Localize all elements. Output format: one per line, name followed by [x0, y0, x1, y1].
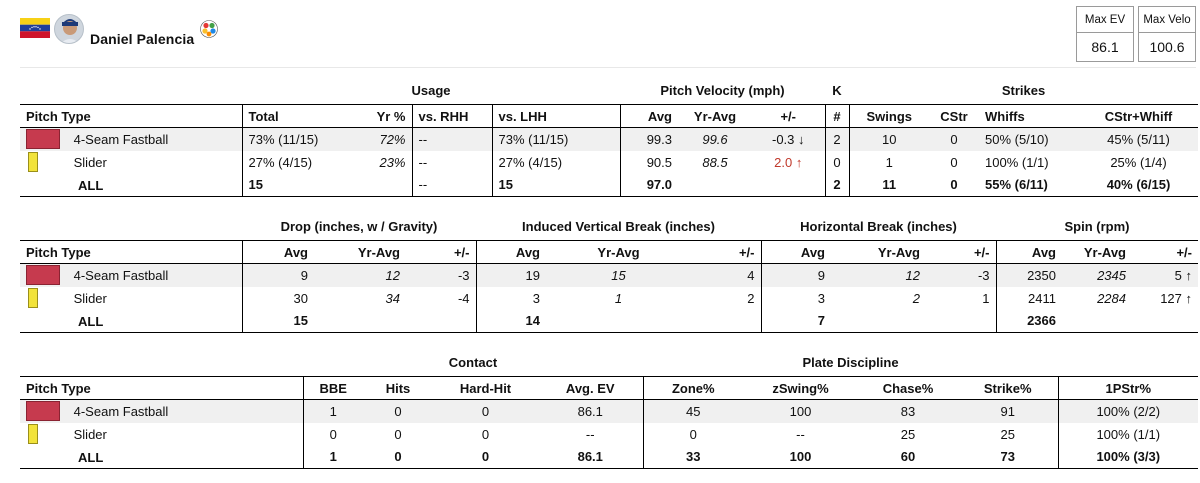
table-row	[20, 423, 1198, 446]
cell-zone-pct: 0	[643, 423, 743, 446]
group-usage: Usage	[411, 83, 451, 98]
cell-hb-avg: 3	[761, 287, 831, 310]
col-whiffs: Whiffs	[979, 105, 1079, 128]
cell-hits: 0	[394, 426, 402, 442]
cell-vs-lhh: 15	[492, 174, 620, 197]
cell-zone-pct: 45	[643, 400, 743, 423]
col-drop-avg: Avg	[242, 241, 314, 264]
cell-cstr: 0	[950, 154, 958, 170]
cell-k-count: 2	[825, 128, 849, 151]
cell-yr-pct: 72%	[340, 128, 412, 151]
cell-vs-rhh: --	[412, 128, 492, 151]
col-total: Total	[242, 105, 340, 128]
group-plate-discipline: Plate Discipline	[802, 355, 899, 370]
col-spin-yr-avg: Yr-Avg	[1062, 241, 1132, 264]
cell-zone-pct: 33	[643, 446, 743, 469]
cell-hb-diff: 1	[982, 290, 990, 306]
venezuela-flag-icon	[20, 18, 50, 38]
cell-whiffs: 100% (1/1)	[985, 154, 1049, 170]
cell-avg-ev: 86.1	[538, 446, 643, 469]
cell-velo-avg: 97.0	[620, 174, 678, 197]
cell-spin-yr-avg: 2284	[1097, 290, 1126, 306]
col-vs-rhh: vs. RHH	[412, 105, 492, 128]
fourseam-color-swatch	[26, 265, 60, 285]
cell-cstr-whiff: 45% (5/11)	[1079, 128, 1198, 151]
cell-zswing-pct: 100	[743, 400, 858, 423]
col-zone-pct: Zone%	[643, 377, 743, 400]
cell-strike-pct: 91	[958, 400, 1058, 423]
cell-drop-avg: 15	[242, 310, 314, 333]
col-hb-yr-avg: Yr-Avg	[831, 241, 926, 264]
max-velo-value: 100.6	[1149, 39, 1185, 55]
cell-k-count: 2	[825, 174, 849, 197]
cell-spin-yr-avg	[1062, 310, 1132, 333]
cell-ivb-avg: 14	[476, 310, 546, 333]
cell-whiffs: 50% (5/10)	[979, 128, 1079, 151]
pitch-name: Slider	[73, 154, 107, 170]
col-ivb-yr-avg: Yr-Avg	[546, 241, 691, 264]
max-velo-box	[1138, 6, 1196, 62]
max-ev-box	[1076, 6, 1134, 62]
col-swings: Swings	[849, 105, 929, 128]
cell-avg-ev: --	[585, 426, 595, 442]
cell-hb-yr-avg: 2	[912, 290, 920, 306]
group-drop: Drop (inches, w / Gravity)	[280, 219, 438, 234]
pitch-name: ALL	[78, 449, 104, 465]
cell-hard-hit: 0	[433, 400, 538, 423]
cell-total: 27% (4/15)	[242, 151, 340, 174]
cell-cstr-whiff: 25% (1/4)	[1110, 154, 1167, 170]
cell-swings: 11	[849, 174, 929, 197]
cell-drop-yr-avg	[314, 310, 406, 333]
col-pitch-type: Pitch Type	[20, 105, 242, 128]
cell-swings: 1	[849, 151, 929, 174]
col-cstr: CStr	[929, 105, 979, 128]
group-pitch-velocity: Pitch Velocity (mph)	[660, 83, 785, 98]
pitch-name: 4-Seam Fastball	[73, 131, 169, 147]
slider-color-swatch	[28, 424, 38, 444]
cell-ivb-diff: 4	[691, 264, 761, 287]
cell-ivb-diff	[691, 310, 761, 333]
cell-yr-pct	[340, 174, 412, 197]
col-chase-pct: Chase%	[858, 377, 958, 400]
cell-velo-yr-avg: 99.6	[678, 128, 752, 151]
cell-hard-hit: 0	[481, 426, 490, 442]
max-velo-label: Max Velo	[1139, 7, 1195, 33]
header-divider	[20, 67, 1196, 68]
usage-section	[20, 80, 1198, 200]
slider-color-swatch	[28, 288, 38, 308]
movement-table	[20, 240, 1198, 333]
col-strike-pct: Strike%	[958, 377, 1058, 400]
col-ivb-diff: +/-	[691, 241, 761, 264]
cell-whiffs: 55% (6/11)	[979, 174, 1079, 197]
cell-spin-avg: 2411	[996, 287, 1062, 310]
cell-chase-pct: 83	[858, 400, 958, 423]
table-header-row	[20, 377, 1198, 400]
cell-drop-diff: -4	[457, 290, 470, 306]
cell-drop-avg: 30	[242, 287, 314, 310]
cell-cstr-whiff: 40% (6/15)	[1079, 174, 1198, 197]
col-zswing-pct: zSwing%	[743, 377, 858, 400]
player-avatar	[54, 14, 84, 44]
col-1pstr-pct: 1PStr%	[1058, 377, 1198, 400]
cell-bbe: 1	[303, 446, 363, 469]
cell-zswing-pct: --	[796, 426, 805, 442]
pitch-name: 4-Seam Fastball	[73, 267, 169, 283]
cell-spin-diff	[1132, 310, 1198, 333]
player-header	[0, 0, 1200, 68]
contact-section	[20, 352, 1198, 472]
cell-spin-avg: 2350	[996, 264, 1062, 287]
cell-drop-diff: -3	[406, 264, 476, 287]
cell-velo-avg: 90.5	[620, 151, 678, 174]
cell-vs-lhh: 73% (11/15)	[492, 128, 620, 151]
table-total-row	[20, 446, 1198, 469]
cell-total: 15	[242, 174, 340, 197]
col-velo-avg: Avg	[620, 105, 678, 128]
group-strikes: Strikes	[1001, 83, 1046, 98]
table-row	[20, 287, 1198, 310]
pitch-name: Slider	[73, 426, 107, 442]
group-k: K	[832, 83, 842, 98]
cell-drop-yr-avg: 34	[385, 290, 400, 306]
table-total-row	[20, 310, 1198, 333]
col-yr-pct: Yr %	[340, 105, 412, 128]
cell-hb-avg: 7	[761, 310, 831, 333]
cell-ivb-yr-avg	[546, 310, 691, 333]
group-contact: Contact	[448, 355, 498, 370]
max-ev-value: 86.1	[1091, 39, 1119, 55]
pitch-name: ALL	[78, 177, 104, 193]
group-ivb: Induced Vertical Break (inches)	[522, 219, 715, 234]
cell-strike-pct: 73	[958, 446, 1058, 469]
cell-avg-ev: 86.1	[538, 400, 643, 423]
cell-velo-yr-avg	[678, 174, 752, 197]
cell-1pstr-pct: 100% (3/3)	[1058, 446, 1198, 469]
table-header-row	[20, 241, 1198, 264]
cell-yr-pct: 23%	[379, 154, 406, 170]
pitch-name: 4-Seam Fastball	[73, 403, 169, 419]
cell-hard-hit: 0	[433, 446, 538, 469]
table-header-row	[20, 105, 1198, 128]
cell-ivb-yr-avg: 1	[614, 290, 623, 306]
cell-ivb-avg: 19	[476, 264, 546, 287]
table-row	[20, 400, 1198, 423]
cell-hb-yr-avg: 12	[831, 264, 926, 287]
contact-table	[20, 376, 1198, 469]
col-hb-diff: +/-	[926, 241, 996, 264]
cell-ivb-diff: 2	[747, 290, 755, 306]
col-hits: Hits	[363, 377, 433, 400]
cell-drop-avg: 9	[242, 264, 314, 287]
pitch-name: Slider	[73, 290, 107, 306]
cell-drop-yr-avg: 12	[314, 264, 406, 287]
pitch-name: ALL	[78, 313, 104, 329]
col-drop-diff: +/-	[406, 241, 476, 264]
col-pitch-type: Pitch Type	[20, 241, 242, 264]
cell-chase-pct: 25	[900, 426, 916, 442]
col-avg-ev: Avg. EV	[538, 377, 643, 400]
col-bbe: BBE	[303, 377, 363, 400]
col-hb-avg: Avg	[761, 241, 831, 264]
cell-spin-avg: 2366	[996, 310, 1062, 333]
max-ev-label: Max EV	[1077, 7, 1133, 33]
cell-velo-diff: -0.3 ↓	[752, 128, 825, 151]
slider-color-swatch	[28, 152, 38, 172]
cell-1pstr-pct: 100% (1/1)	[1058, 423, 1198, 446]
cell-hb-yr-avg	[831, 310, 926, 333]
cell-velo-diff: 2.0 ↑	[774, 154, 803, 170]
movement-section	[20, 216, 1198, 336]
cell-bbe: 0	[303, 423, 363, 446]
col-k-count: #	[825, 105, 849, 128]
cell-drop-diff	[406, 310, 476, 333]
group-hb: Horizontal Break (inches)	[800, 219, 957, 234]
col-vs-lhh: vs. LHH	[492, 105, 620, 128]
cell-chase-pct: 60	[858, 446, 958, 469]
cell-spin-diff: 5 ↑	[1132, 264, 1198, 287]
cell-velo-avg: 99.3	[620, 128, 678, 151]
cell-hb-diff	[926, 310, 996, 333]
cell-k-count: 0	[825, 151, 849, 174]
cell-zswing-pct: 100	[743, 446, 858, 469]
cell-hb-avg: 9	[761, 264, 831, 287]
cell-hits: 0	[363, 446, 433, 469]
table-row	[20, 128, 1198, 151]
cell-1pstr-pct: 100% (2/2)	[1058, 400, 1198, 423]
col-velo-yr-avg: Yr-Avg	[678, 105, 752, 128]
table-row	[20, 151, 1198, 174]
cell-spin-diff: 127 ↑	[1160, 290, 1192, 306]
table-row	[20, 264, 1198, 287]
cell-velo-yr-avg: 88.5	[702, 154, 728, 170]
cell-velo-diff	[752, 174, 825, 197]
col-velo-diff: +/-	[752, 105, 825, 128]
table-total-row	[20, 174, 1198, 197]
cell-ivb-yr-avg: 15	[546, 264, 691, 287]
cell-vs-rhh: --	[412, 151, 492, 174]
col-spin-diff: +/-	[1132, 241, 1198, 264]
fourseam-color-swatch	[26, 129, 60, 149]
col-hard-hit: Hard-Hit	[433, 377, 538, 400]
fourseam-color-swatch	[26, 401, 60, 421]
cell-vs-rhh: --	[412, 174, 492, 197]
col-ivb-avg: Avg	[476, 241, 546, 264]
cell-hb-diff: -3	[926, 264, 996, 287]
cell-strike-pct: 25	[1000, 426, 1015, 442]
cell-spin-yr-avg: 2345	[1062, 264, 1132, 287]
cell-cstr: 0	[929, 174, 979, 197]
col-spin-avg: Avg	[996, 241, 1062, 264]
cell-swings: 10	[849, 128, 929, 151]
cell-total: 73% (11/15)	[242, 128, 340, 151]
cell-hits: 0	[363, 400, 433, 423]
col-drop-yr-avg: Yr-Avg	[314, 241, 406, 264]
usage-table	[20, 104, 1198, 197]
group-spin: Spin (rpm)	[1064, 219, 1130, 234]
player-name: Daniel Palencia	[90, 31, 195, 47]
col-cstr-whiff: CStr+Whiff	[1079, 105, 1198, 128]
cell-cstr: 0	[929, 128, 979, 151]
cell-bbe: 1	[303, 400, 363, 423]
col-pitch-type: Pitch Type	[20, 377, 303, 400]
cell-vs-lhh: 27% (4/15)	[492, 151, 620, 174]
wbc-ball-icon	[200, 20, 218, 38]
cell-ivb-avg: 3	[476, 287, 546, 310]
